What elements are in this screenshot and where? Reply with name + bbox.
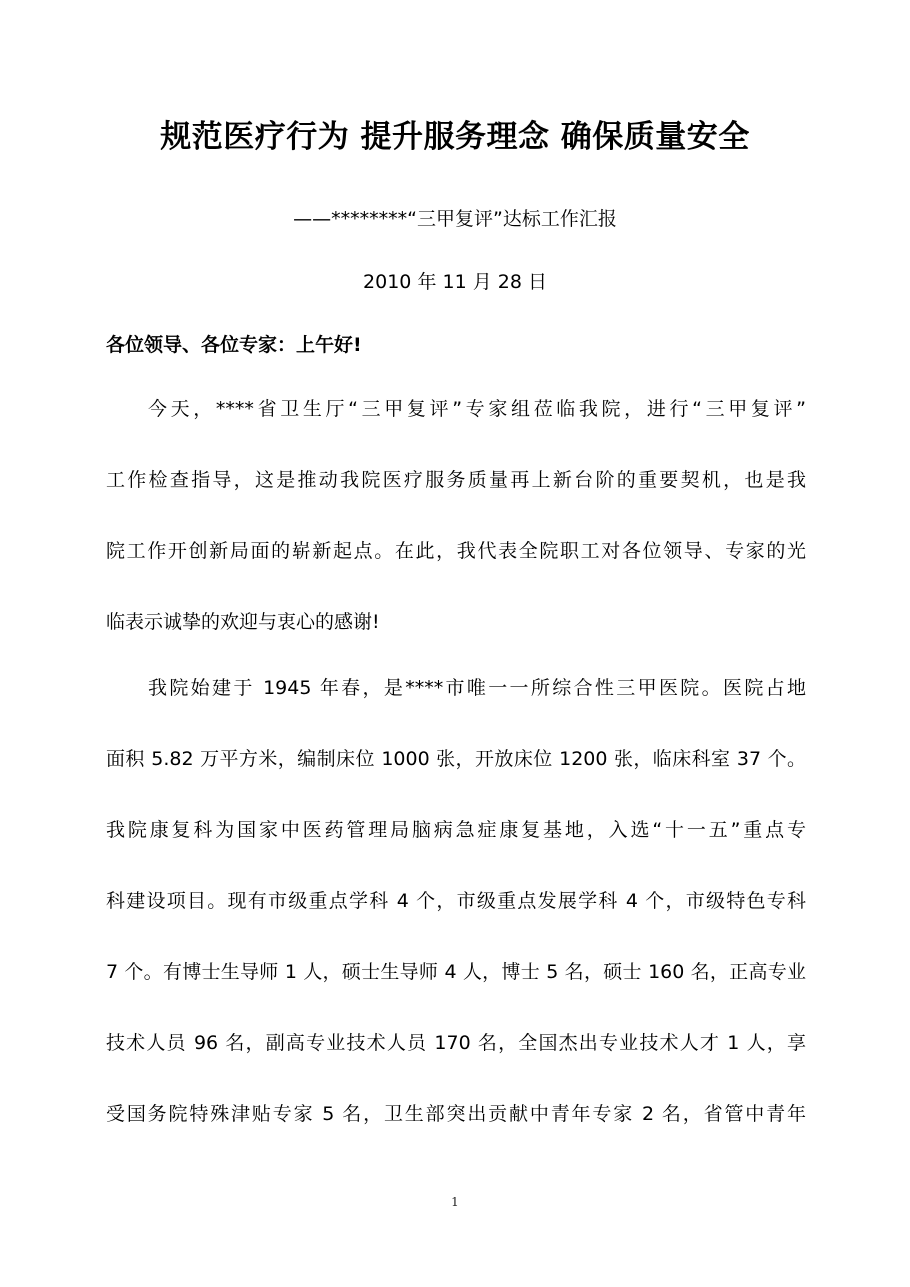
paragraph-line: 工作检查指导，这是推动我院医疗服务质量再上新台阶的重要契机，也是我 xyxy=(106,469,806,491)
paragraph-line: 今天，****省卫生厅“三甲复评”专家组莅临我院，进行“三甲复评” xyxy=(148,398,806,420)
paragraph-line: 院工作开创新局面的崭新起点。在此，我代表全院职工对各位领导、专家的光 xyxy=(106,540,806,562)
paragraph-line: 临表示诚挚的欢迎与衷心的感谢! xyxy=(106,611,380,633)
paragraph-line: 受国务院特殊津贴专家 5 名，卫生部突出贡献中青年专家 2 名，省管中青年 xyxy=(106,1103,806,1125)
paragraph-line: 科建设项目。现有市级重点学科 4 个，市级重点发展学科 4 个，市级特色专科 xyxy=(106,890,806,912)
paragraph-line: 面积 5.82 万平方米，编制床位 1000 张，开放床位 1200 张，临床科室 37 个。 xyxy=(106,748,806,770)
document-title: 规范医疗行为 提升服务理念 确保质量安全 xyxy=(160,119,750,155)
paragraph-line: 7 个。有博士生导师 1 人，硕士生导师 4 人，博士 5 名，硕士 160 名，正高专业 xyxy=(106,961,806,983)
document-subtitle: ——********“三甲复评”达标工作汇报 xyxy=(293,208,617,230)
paragraph-line: 技术人员 96 名，副高专业技术人员 170 名，全国杰出专业技术人才 1 人，享 xyxy=(106,1032,806,1054)
greeting: 各位领导、各位专家：上午好! xyxy=(106,334,362,356)
document-date: 2010 年 11 月 28 日 xyxy=(363,271,547,293)
paragraph-line: 我院康复科为国家中医药管理局脑病急症康复基地，入选“十一五”重点专 xyxy=(106,819,806,841)
paragraph-line: 我院始建于 1945 年春，是****市唯一一所综合性三甲医院。医院占地 xyxy=(148,677,806,699)
page-number: 1 xyxy=(451,1195,459,1209)
